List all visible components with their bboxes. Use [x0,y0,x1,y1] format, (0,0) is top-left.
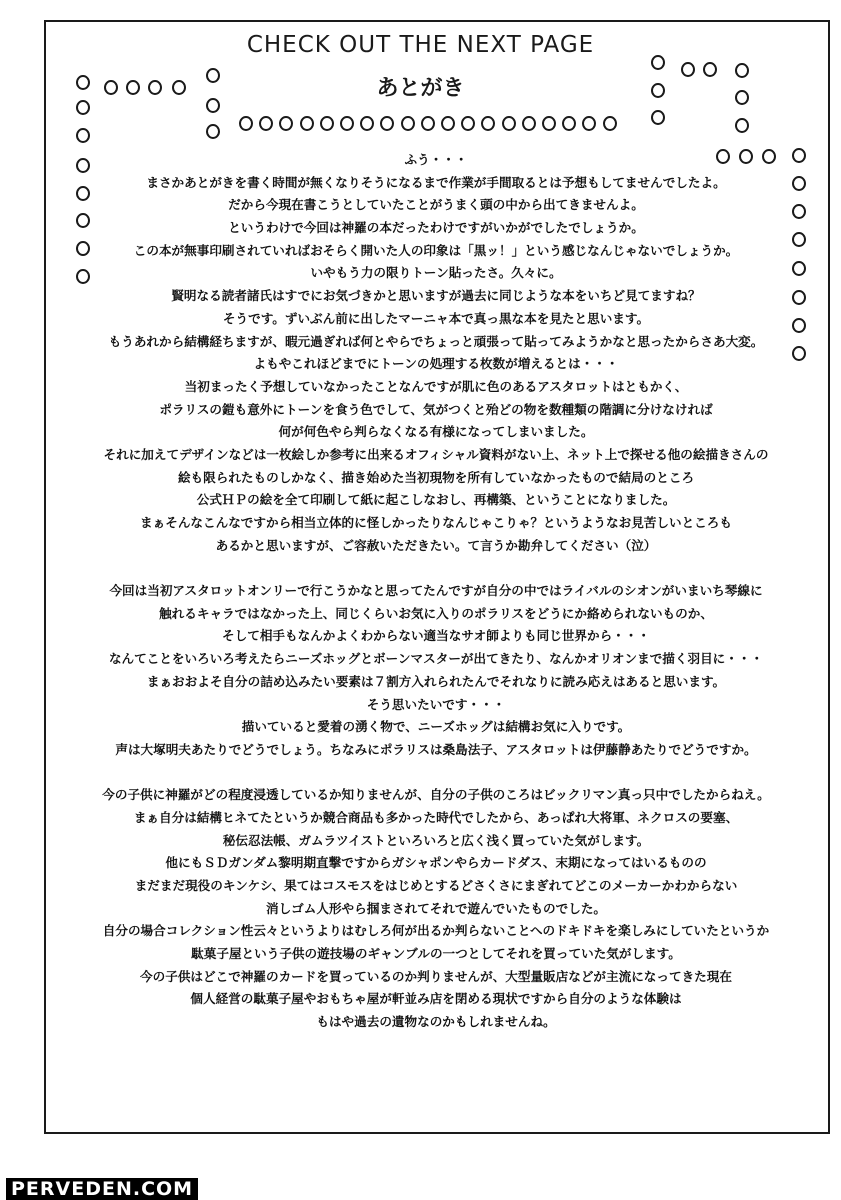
circle-icon [651,55,665,70]
circle-icon [703,62,717,77]
text-line: 公式ＨＰの絵を全て印刷して紙に起こしなおし、再構築、ということになりました。 [196,492,676,508]
circle-icon [239,116,253,131]
text-line: 消しゴム人形やら掴まされてそれで遊んでいたものでした。 [265,900,607,916]
text-line: まだまだ現役のキンケシ、果てはコスモスをはじめとするどさくさにまぎれてどこのメーカーかわからない [134,878,738,893]
text-line: もはや過去の遺物なのかもしれませんね。 [316,1014,556,1030]
circle-icon [421,116,435,131]
text-line: まさかあとがきを書く時間が無くなりそうになるまで作業が手間取るとは予想もしてませんでしたよ。 [146,174,726,190]
text-line: 何が何色やら判らなくなる有様になってしまいました。 [278,424,594,440]
circle-icon [542,116,556,131]
text-line: 描いていると愛着の湧く物で、ニーズホッグは結構お気に入りです。 [241,719,631,735]
circle-icon [172,80,186,95]
circle-icon [76,128,90,143]
text-line: 個人経営の駄菓子屋やおもちゃ屋が軒並み店を閉める現状ですから自分のような体験は [190,991,682,1007]
circle-icon [401,116,415,131]
circle-icon [651,83,665,98]
text-line: 当初まったく予想していなかったことなんですが肌に色のあるアスタロットはともかく、 [184,378,688,394]
circle-icon [76,75,90,90]
circle-icon [206,124,220,139]
text-line: だから今現在書こうとしていたことがうまく頭の中から出てきませんよ。 [228,197,644,213]
paragraph-3 [56,784,816,1034]
text-line: 今の子供はどこで神羅のカードを買っているのか判りませんが、大型量販店などが主流になってきた現在 [140,968,732,984]
circle-icon [76,100,90,115]
circle-icon [206,98,220,113]
text-line: この本が無事印刷されていればおそらく開いた人の印象は「黒ッ！」という感じなんじゃないでしょうか。 [133,242,739,258]
circle-icon [320,116,334,131]
circle-icon [735,63,749,78]
circle-icon [300,116,314,131]
text-line: というわけで今回は神羅の本だったわけですがいかがでしたでしょうか。 [228,220,644,236]
text-line: まぁおおよそ自分の詰め込みたい要素は７割方入れられたんでそれなりに読み応えはあると思います。 [146,673,726,689]
text-line: 絵も限られたものしかなく、描き始めた当初現物を所有していなかったもので結局のところ [177,469,695,485]
text-line: 今の子供に神羅がどの程度浸透しているか知りませんが、自分の子供のころはビックリマン真っ只中でしたからねえ。 [102,787,770,803]
site-watermark: PERVEDEN.COM [6,1178,198,1200]
text-line: ポラリスの鎧も意外にトーンを食う色でして、気がつくと殆どの物を数種類の階調に分けなければ [159,401,713,417]
text-line: まぁ自分は結構ヒネてたというか競合商品も多かった時代でしたから、あっぱれ大将軍、ネクロスの要塞、 [133,809,739,825]
text-line: 賢明なる読者諸氏はすでにお気づきかと思いますが過去に同じような本をいちど見てますね？ [171,288,701,304]
text-line: あるかと思いますが、ご容赦いただきたい。て言うか勘弁してください（泣） [215,537,657,553]
text-line: そう思いたいです・・・ [366,696,506,712]
circle-icon [681,62,695,77]
circle-icon [651,110,665,125]
circle-icon [735,90,749,105]
circle-icon [522,116,536,131]
text-line: なんてことをいろいろ考えたらニーズホッグとボーンマスターが出てきたり、なんかオリオンまで描く羽目に・・・ [108,651,764,667]
text-line: 秘伝忍法帳、ガムラツイストといろいろと広く浅く買っていた気がします。 [222,832,650,848]
text-line: 今回は当初アスタロットオンリーで行こうかなと思ってたんですが自分の中ではライバルのシオンがいまいち琴線に [109,583,763,599]
circle-icon [104,80,118,95]
circle-icon [441,116,455,131]
header-title-jp: あとがき [376,76,465,101]
text-line: 自分の場合コレクション性云々というよりはむしろ何が出るか判らないことへのドキドキを楽しみにしていたというか [102,923,770,939]
text-line: そして相手もなんかよくわからない適当なサオ師よりも同じ世界から・・・ [222,628,650,644]
header-title-en: CHECK OUT THE NEXT PAGE [246,32,595,58]
text-line: それに加えてデザインなどは一枚絵しか参考に出来るオフィシャル資料がない上、ネット上で探せる他の絵描きさんの [103,446,769,462]
text-line: 他にもＳＤガンダム黎明期直撃ですからガシャポンやらカードダス、末期になってはいるものの [165,855,707,871]
circle-icon [206,68,220,83]
text-line: もうあれから結構経ちますが、暇元過ぎれば何とやらでちょっと頑張って貼ってみようかなと思ったからさあ大変。 [108,333,764,349]
circle-icon [603,116,617,131]
text-line: ふう・・・ [404,152,468,167]
circle-icon [735,118,749,133]
text-line: 声は大塚明夫あたりでどうでしょう。ちなみにポラリスは桑島法子、アスタロットは伊藤静あたりでどうですか。 [115,741,757,757]
circle-icon [502,116,516,131]
text-line: いやもう力の限りトーン貼ったさ。久々に。 [310,265,562,281]
afterword-body [56,149,816,1034]
paragraph-1 [56,149,816,557]
text-line: よもやこれほどまでにトーンの処理する枚数が増えるとは・・・ [253,356,619,372]
paragraph-2 [56,580,816,762]
text-line: 駄菓子屋という子供の遊技場のギャンブルの一つとしてそれを買っていた気がします。 [191,946,681,962]
circle-icon [340,116,354,131]
circle-icon [148,80,162,95]
text-line: まぁそんなこんなですから相当立体的に怪しかったりなんじゃこりゃ？というようなお見苦しいところも [140,515,732,530]
paragraph-gap [56,762,816,785]
paragraph-gap [56,557,816,580]
text-line: そうです。ずいぶん前に出したマーニャ本で真っ黒な本を見たと思います。 [222,310,650,326]
text-line: 触れるキャラではなかった上、同じくらいお気に入りのポラリスをどうにか絡められないものか、 [159,605,713,621]
circle-icon [126,80,140,95]
